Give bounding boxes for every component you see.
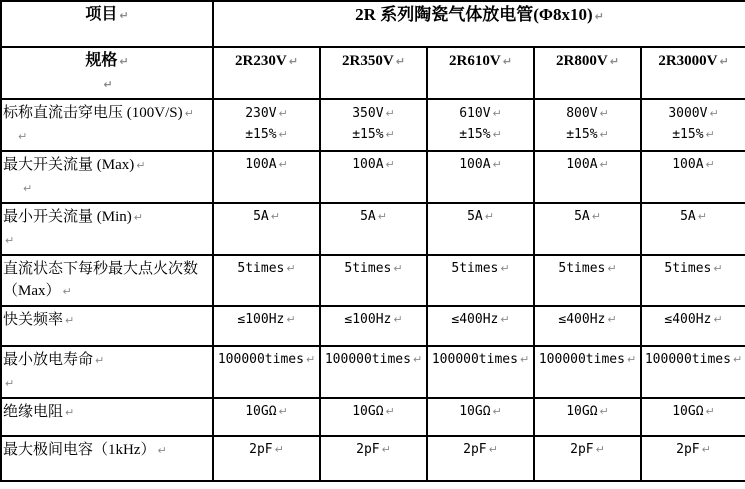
value-text: 610V: [459, 106, 491, 121]
value-cell: [320, 398, 427, 436]
row-label: 快关频率: [3, 312, 64, 328]
value-text: 5A: [253, 209, 269, 224]
value-cell: [534, 306, 641, 346]
value-text: 2pF: [570, 442, 594, 457]
paragraph-mark-icon: ↵: [500, 262, 510, 275]
paragraph-mark-icon: ↵: [62, 285, 72, 298]
paragraph-mark-icon: ↵: [395, 55, 405, 68]
row-label-cell: [1, 203, 213, 255]
paragraph-mark-icon: ↵: [599, 107, 609, 120]
row-label-cell: [1, 398, 213, 436]
value-text: ±15%: [245, 127, 277, 142]
paragraph-mark-icon: ↵: [393, 313, 403, 326]
value-cell: [320, 436, 427, 481]
value-text: ≤400Hz: [664, 312, 712, 327]
row-label: 绝缘电阻: [3, 404, 64, 420]
row-label-line2: （Max）: [3, 283, 61, 299]
value-cell: [427, 99, 534, 151]
model-name: 2R800V: [556, 53, 608, 69]
paragraph-mark-icon: ↵: [626, 353, 637, 366]
value-cell: [213, 151, 320, 203]
value-cell: [534, 436, 641, 481]
paragraph-mark-icon: ↵: [609, 55, 619, 68]
value-cell: [213, 436, 320, 481]
item-header-cell: [1, 1, 213, 47]
paragraph-mark-icon: ↵: [385, 158, 395, 171]
model-header-cell: [641, 47, 745, 99]
model-header-cell: [320, 47, 427, 99]
paragraph-mark-icon: ↵: [484, 210, 494, 223]
value-text: 10GΩ: [566, 404, 598, 419]
value-cell: [427, 203, 534, 255]
paragraph-mark-icon: ↵: [65, 406, 75, 419]
row-label: 最大极间电容（1kHz）: [3, 442, 156, 458]
value-text: 5times: [664, 261, 712, 276]
paragraph-mark-icon: ↵: [713, 262, 723, 275]
paragraph-mark-icon: ↵: [594, 10, 604, 23]
value-text: 5A: [574, 209, 590, 224]
value-text: 230V: [245, 106, 277, 121]
table-row: [1, 436, 745, 481]
value-text: 100000times: [431, 352, 518, 367]
paragraph-mark-icon: ↵: [5, 234, 15, 247]
value-text: 800V: [566, 106, 598, 121]
value-text: ±15%: [566, 127, 598, 142]
paragraph-mark-icon: ↵: [278, 128, 288, 141]
value-cell: [320, 99, 427, 151]
value-text: 100A: [566, 157, 598, 172]
value-cell: [641, 99, 745, 151]
paragraph-mark-icon: ↵: [412, 353, 423, 366]
value-cell: [427, 436, 534, 481]
value-cell: [641, 203, 745, 255]
model-header-cell: [534, 47, 641, 99]
table-row: [1, 255, 745, 306]
value-cell: [641, 436, 745, 481]
paragraph-mark-icon: ↵: [713, 313, 723, 326]
value-text: 100000times: [217, 352, 304, 367]
paragraph-mark-icon: ↵: [719, 55, 729, 68]
value-text: 100A: [459, 157, 491, 172]
value-cell: [320, 151, 427, 203]
table-row: [1, 99, 745, 151]
paragraph-mark-icon: ↵: [492, 405, 502, 418]
value-text: 10GΩ: [352, 404, 384, 419]
value-text: 100000times: [324, 352, 411, 367]
value-cell: [213, 346, 320, 398]
value-cell: [534, 151, 641, 203]
row-label-cell: [1, 306, 213, 346]
row-label: 最小放电寿命: [3, 352, 94, 368]
paragraph-mark-icon: ↵: [157, 444, 167, 457]
paragraph-mark-icon: ↵: [732, 353, 743, 366]
paragraph-mark-icon: ↵: [599, 158, 609, 171]
value-cell: [641, 398, 745, 436]
value-text: 100000times: [538, 352, 625, 367]
paragraph-mark-icon: ↵: [393, 262, 403, 275]
item-header-label: 项目: [85, 6, 118, 23]
value-cell: [641, 306, 745, 346]
paragraph-mark-icon: ↵: [133, 211, 143, 224]
paragraph-mark-icon: ↵: [697, 210, 707, 223]
paragraph-mark-icon: ↵: [274, 443, 284, 456]
paragraph-mark-icon: ↵: [18, 130, 28, 143]
spec-header-cell: [1, 47, 213, 99]
value-cell: [213, 306, 320, 346]
paragraph-mark-icon: ↵: [607, 313, 617, 326]
row-label-cell: [1, 151, 213, 203]
paragraph-mark-icon: ↵: [184, 107, 194, 120]
value-text: ≤100Hz: [344, 312, 392, 327]
value-text: 5A: [360, 209, 376, 224]
paragraph-mark-icon: ↵: [5, 377, 15, 390]
paragraph-mark-icon: ↵: [705, 158, 715, 171]
value-cell: [320, 346, 427, 398]
paragraph-mark-icon: ↵: [65, 314, 75, 327]
series-title: 2R 系列陶瓷气体放电管(Φ8x10): [355, 5, 593, 24]
value-text: ≤400Hz: [558, 312, 606, 327]
paragraph-mark-icon: ↵: [701, 443, 711, 456]
row-label-cell: [1, 99, 213, 151]
value-cell: [641, 255, 745, 306]
paragraph-mark-icon: ↵: [23, 182, 33, 195]
value-cell: [427, 398, 534, 436]
value-text: 10GΩ: [672, 404, 704, 419]
value-cell: [427, 255, 534, 306]
paragraph-mark-icon: ↵: [492, 107, 502, 120]
value-cell: [213, 398, 320, 436]
paragraph-mark-icon: ↵: [305, 353, 316, 366]
model-name: 2R3000V: [658, 53, 718, 69]
value-cell: [213, 255, 320, 306]
value-text: 5A: [680, 209, 696, 224]
value-text: 10GΩ: [245, 404, 277, 419]
value-text: 3000V: [668, 106, 708, 121]
value-text: 100000times: [644, 352, 731, 367]
value-text: 350V: [352, 106, 384, 121]
value-cell: [320, 306, 427, 346]
value-text: ±15%: [352, 127, 384, 142]
value-text: 2pF: [356, 442, 380, 457]
row-label: 最小开关流量 (Min): [3, 209, 132, 225]
paragraph-mark-icon: ↵: [385, 107, 395, 120]
value-text: ±15%: [672, 127, 704, 142]
value-cell: [641, 346, 745, 398]
model-name: 2R230V: [235, 53, 287, 69]
paragraph-mark-icon: ↵: [278, 405, 288, 418]
paragraph-mark-icon: ↵: [591, 210, 601, 223]
paragraph-mark-icon: ↵: [385, 128, 395, 141]
row-label: 直流状态下每秒最大点火次数: [3, 261, 199, 277]
value-cell: [427, 346, 534, 398]
value-text: 2pF: [463, 442, 487, 457]
paragraph-mark-icon: ↵: [119, 55, 129, 68]
value-text: 5times: [558, 261, 606, 276]
paragraph-mark-icon: ↵: [270, 210, 280, 223]
value-cell: [213, 99, 320, 151]
paragraph-mark-icon: ↵: [599, 405, 609, 418]
paragraph-mark-icon: ↵: [502, 55, 512, 68]
value-text: 10GΩ: [459, 404, 491, 419]
series-title-cell: [213, 1, 745, 47]
value-cell: [534, 346, 641, 398]
value-cell: [534, 398, 641, 436]
table-row: [1, 151, 745, 203]
paragraph-mark-icon: ↵: [709, 107, 719, 120]
value-text: ≤100Hz: [237, 312, 285, 327]
paragraph-mark-icon: ↵: [286, 262, 296, 275]
paragraph-mark-icon: ↵: [119, 9, 129, 22]
value-cell: [534, 203, 641, 255]
value-text: 5A: [467, 209, 483, 224]
value-cell: [427, 151, 534, 203]
value-cell: [320, 255, 427, 306]
paragraph-mark-icon: ↵: [488, 443, 498, 456]
paragraph-mark-icon: ↵: [599, 128, 609, 141]
value-cell: [213, 203, 320, 255]
value-text: 2pF: [249, 442, 273, 457]
paragraph-mark-icon: ↵: [381, 443, 391, 456]
row-label-cell: [1, 436, 213, 481]
paragraph-mark-icon: ↵: [103, 78, 113, 91]
value-cell: [427, 306, 534, 346]
row-label: 标称直流击穿电压 (100V/S): [3, 105, 183, 121]
paragraph-mark-icon: ↵: [492, 128, 502, 141]
model-name: 2R350V: [342, 53, 394, 69]
paragraph-mark-icon: ↵: [607, 262, 617, 275]
paragraph-mark-icon: ↵: [705, 128, 715, 141]
paragraph-mark-icon: ↵: [492, 158, 502, 171]
table-row: [1, 346, 745, 398]
model-header-cell: [427, 47, 534, 99]
paragraph-mark-icon: ↵: [385, 405, 395, 418]
value-text: 2pF: [676, 442, 700, 457]
value-text: 100A: [672, 157, 704, 172]
value-text: ±15%: [459, 127, 491, 142]
paragraph-mark-icon: ↵: [286, 313, 296, 326]
model-header-cell: [213, 47, 320, 99]
row-label-cell: [1, 255, 213, 306]
value-cell: [320, 203, 427, 255]
paragraph-mark-icon: ↵: [136, 159, 146, 172]
paragraph-mark-icon: ↵: [278, 158, 288, 171]
row-label-cell: [1, 346, 213, 398]
value-text: 5times: [451, 261, 499, 276]
table-row: [1, 306, 745, 346]
table-row: [1, 398, 745, 436]
value-cell: [641, 151, 745, 203]
paragraph-mark-icon: ↵: [377, 210, 387, 223]
paragraph-mark-icon: ↵: [278, 107, 288, 120]
model-name: 2R610V: [449, 53, 501, 69]
row-label: 最大开关流量 (Max): [3, 157, 135, 173]
paragraph-mark-icon: ↵: [705, 405, 715, 418]
value-text: 5times: [237, 261, 285, 276]
table-row: [1, 1, 745, 47]
paragraph-mark-icon: ↵: [519, 353, 530, 366]
value-text: ≤400Hz: [451, 312, 499, 327]
paragraph-mark-icon: ↵: [288, 55, 298, 68]
value-text: 100A: [245, 157, 277, 172]
value-text: 100A: [352, 157, 384, 172]
paragraph-mark-icon: ↵: [95, 354, 105, 367]
value-text: 5times: [344, 261, 392, 276]
table-row: [1, 47, 745, 99]
table-row: [1, 203, 745, 255]
value-cell: [534, 255, 641, 306]
value-cell: [534, 99, 641, 151]
paragraph-mark-icon: ↵: [595, 443, 605, 456]
paragraph-mark-icon: ↵: [500, 313, 510, 326]
spec-header-label: 规格: [85, 52, 118, 69]
